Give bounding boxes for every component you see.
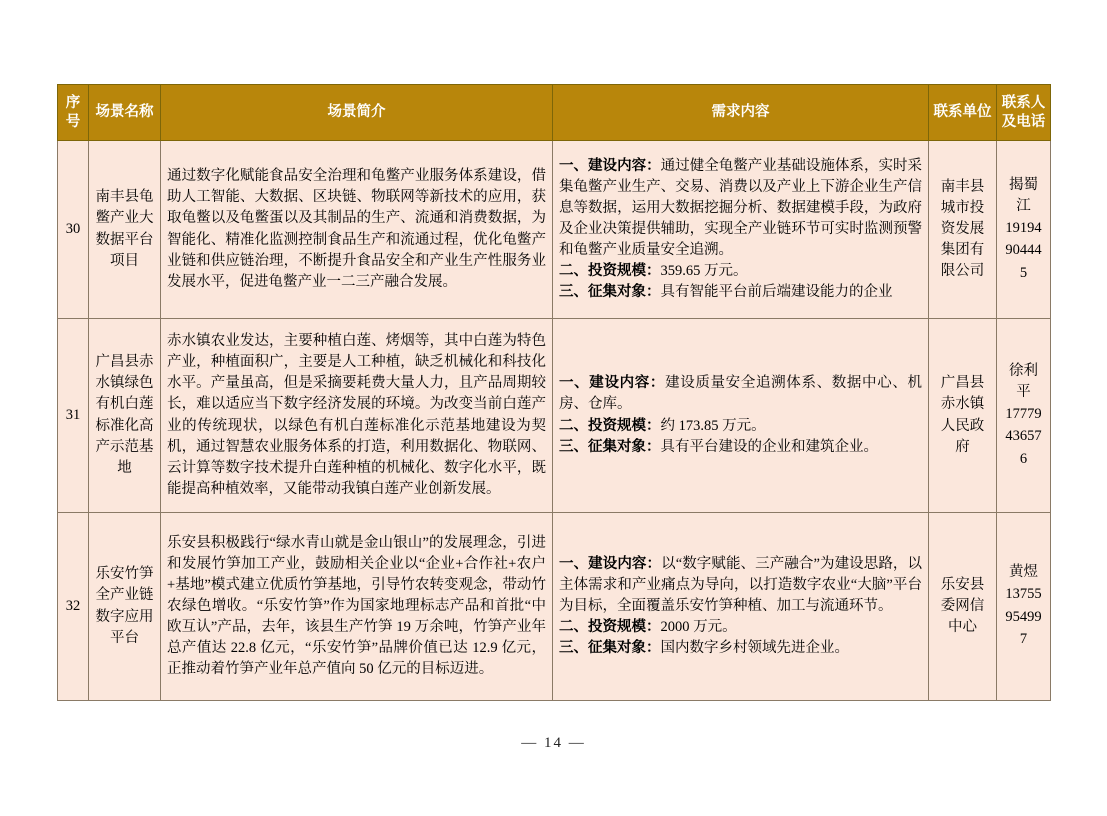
demand-item-text: 通过健全龟鳖产业基础设施体系，实时采集龟鳖产业生产、交易、消费以及产业上下游企业生产信息等数据，运用大数据挖掘分析、数据建模手段，为政府及企业决策提供辅助，实现全产业链环节可实时监测预警和龟鳖产业质量安全追溯。 [559, 157, 923, 258]
demand-content [553, 319, 929, 513]
contact-unit: 广昌县赤水镇人民政府 [929, 319, 997, 513]
demand-item-text: 建设质量安全追溯体系、数据中心、机房、仓库。 [559, 375, 923, 413]
column-header-scene-intro: 场景简介 [161, 85, 553, 141]
table-header-row [58, 85, 1051, 141]
table-row [58, 513, 1051, 701]
demand-item-label: 一、建设内容： [559, 375, 666, 392]
demand-item [559, 617, 922, 638]
contact-name: 揭蜀江 [1009, 176, 1038, 214]
demand-item-label: 二、投资规模： [559, 619, 661, 635]
demand-item [559, 156, 922, 261]
demand-item-label: 一、建设内容： [559, 157, 661, 174]
demand-item [559, 373, 922, 415]
column-header-contact-person: 联系人及电话 [997, 85, 1051, 141]
page-number: — 14 — [521, 735, 586, 751]
demand-item [559, 282, 922, 303]
scene-name: 广昌县赤水镇绿色有机白莲标准化高产示范基地 [89, 319, 161, 513]
demand-item [559, 437, 922, 458]
contact-person [997, 141, 1051, 319]
demand-item-text: 国内数字乡村领域先进企业。 [660, 640, 849, 657]
demand-item [559, 261, 922, 282]
column-header-index: 序号 [58, 85, 89, 141]
table-row [58, 141, 1051, 319]
scenes-table [57, 84, 1051, 701]
scene-intro: 赤水镇农业发达，主要种植白莲、烤烟等，其中白莲为特色产业，种植面积广，主要是人工种植，缺乏机械化和科技化水平。产量虽高，但是采摘要耗费大量人力，且产品周期较长，难以适应当下数字经济发展的环境。为改变当前白莲产业的传统现状，以绿色有机白莲标准化示范基地建设为契机，通过智慧农业服务体系的打造，利用数据化、物联网、云计算等数字技术提升白莲种植的机械化、数字化水平，既能提高种植效率，又能带动我镇白莲产业创新发展。 [161, 319, 553, 513]
scene-intro: 乐安县积极践行“绿水青山就是金山银山”的发展理念，引进和发展竹笋加工产业，鼓励相关企业以“企业+合作社+农户+基地”模式建立优质竹笋基地，引导竹农转变观念，带动竹农绿色增收。“乐安竹笋”作为国家地理标志产品和首批“中欧互认”产品，去年，该县生产竹笋 19 万余吨，竹笋产业年总产值达 22.8 亿元，“乐安竹笋”品牌价值已达 12.9 亿元，正推动着竹笋产业年总产值向 50 亿元的目标迈进。 [161, 513, 553, 701]
contact-name: 徐利平 [1009, 362, 1038, 400]
column-header-demand: 需求内容 [553, 85, 929, 141]
demand-item [559, 416, 922, 437]
contact-name: 黄煜 [1009, 564, 1038, 581]
row-index: 32 [58, 513, 89, 701]
row-index: 30 [58, 141, 89, 319]
demand-item-label: 二、投资规模： [559, 417, 661, 434]
demand-item [559, 554, 922, 617]
demand-item [559, 638, 922, 659]
contact-unit: 乐安县委网信中心 [929, 513, 997, 701]
table-row [58, 319, 1051, 513]
demand-content [553, 141, 929, 319]
demand-item-text: 359.65 万元。 [660, 263, 748, 280]
demand-item-text: 以“数字赋能、三产融合”为建设思路，以主体需求和产业痛点为导向，以打造数字农业“大脑”平台为目标，全面覆盖乐安竹笋种植、加工与流通环节。 [559, 555, 923, 614]
scene-name: 南丰县龟鳖产业大数据平台项目 [89, 141, 161, 319]
demand-content [553, 513, 929, 701]
demand-item-label: 三、征集对象： [559, 640, 661, 657]
contact-unit: 南丰县城市投资发展集团有限公司 [929, 141, 997, 319]
demand-item-label: 二、投资规模： [559, 263, 661, 280]
demand-item-label: 三、征集对象： [559, 284, 661, 301]
contact-phone: 17779436576 [1005, 405, 1042, 467]
scene-intro: 通过数字化赋能食品安全治理和龟鳖产业服务体系建设，借助人工智能、大数据、区块链、物联网等新技术的应用，获取龟鳖以及龟鳖蛋以及其制品的生产、流通和消费数据，为智能化、精准化监测控制食品生产和流通过程，优化龟鳖产业链和供应链治理，不断提升食品安全和产业生产性服务业发展水平，促进龟鳖产业一二三产融合发展。 [161, 141, 553, 319]
demand-item-text: 2000 万元。 [660, 619, 737, 635]
contact-phone: 13755954997 [1005, 586, 1042, 648]
demand-item-text: 具有智能平台前后端建设能力的企业 [660, 284, 893, 301]
demand-item-text: 具有平台建设的企业和建筑企业。 [660, 438, 878, 455]
demand-item-label: 一、建设内容： [559, 555, 662, 572]
demand-item-text: 约 173.85 万元。 [660, 417, 766, 434]
contact-person [997, 319, 1051, 513]
column-header-scene-name: 场景名称 [89, 85, 161, 141]
column-header-contact-unit: 联系单位 [929, 85, 997, 141]
contact-phone: 19194904445 [1005, 219, 1042, 281]
contact-person [997, 513, 1051, 701]
row-index: 31 [58, 319, 89, 513]
scene-name: 乐安竹笋全产业链数字应用平台 [89, 513, 161, 701]
demand-item-label: 三、征集对象： [559, 438, 661, 455]
